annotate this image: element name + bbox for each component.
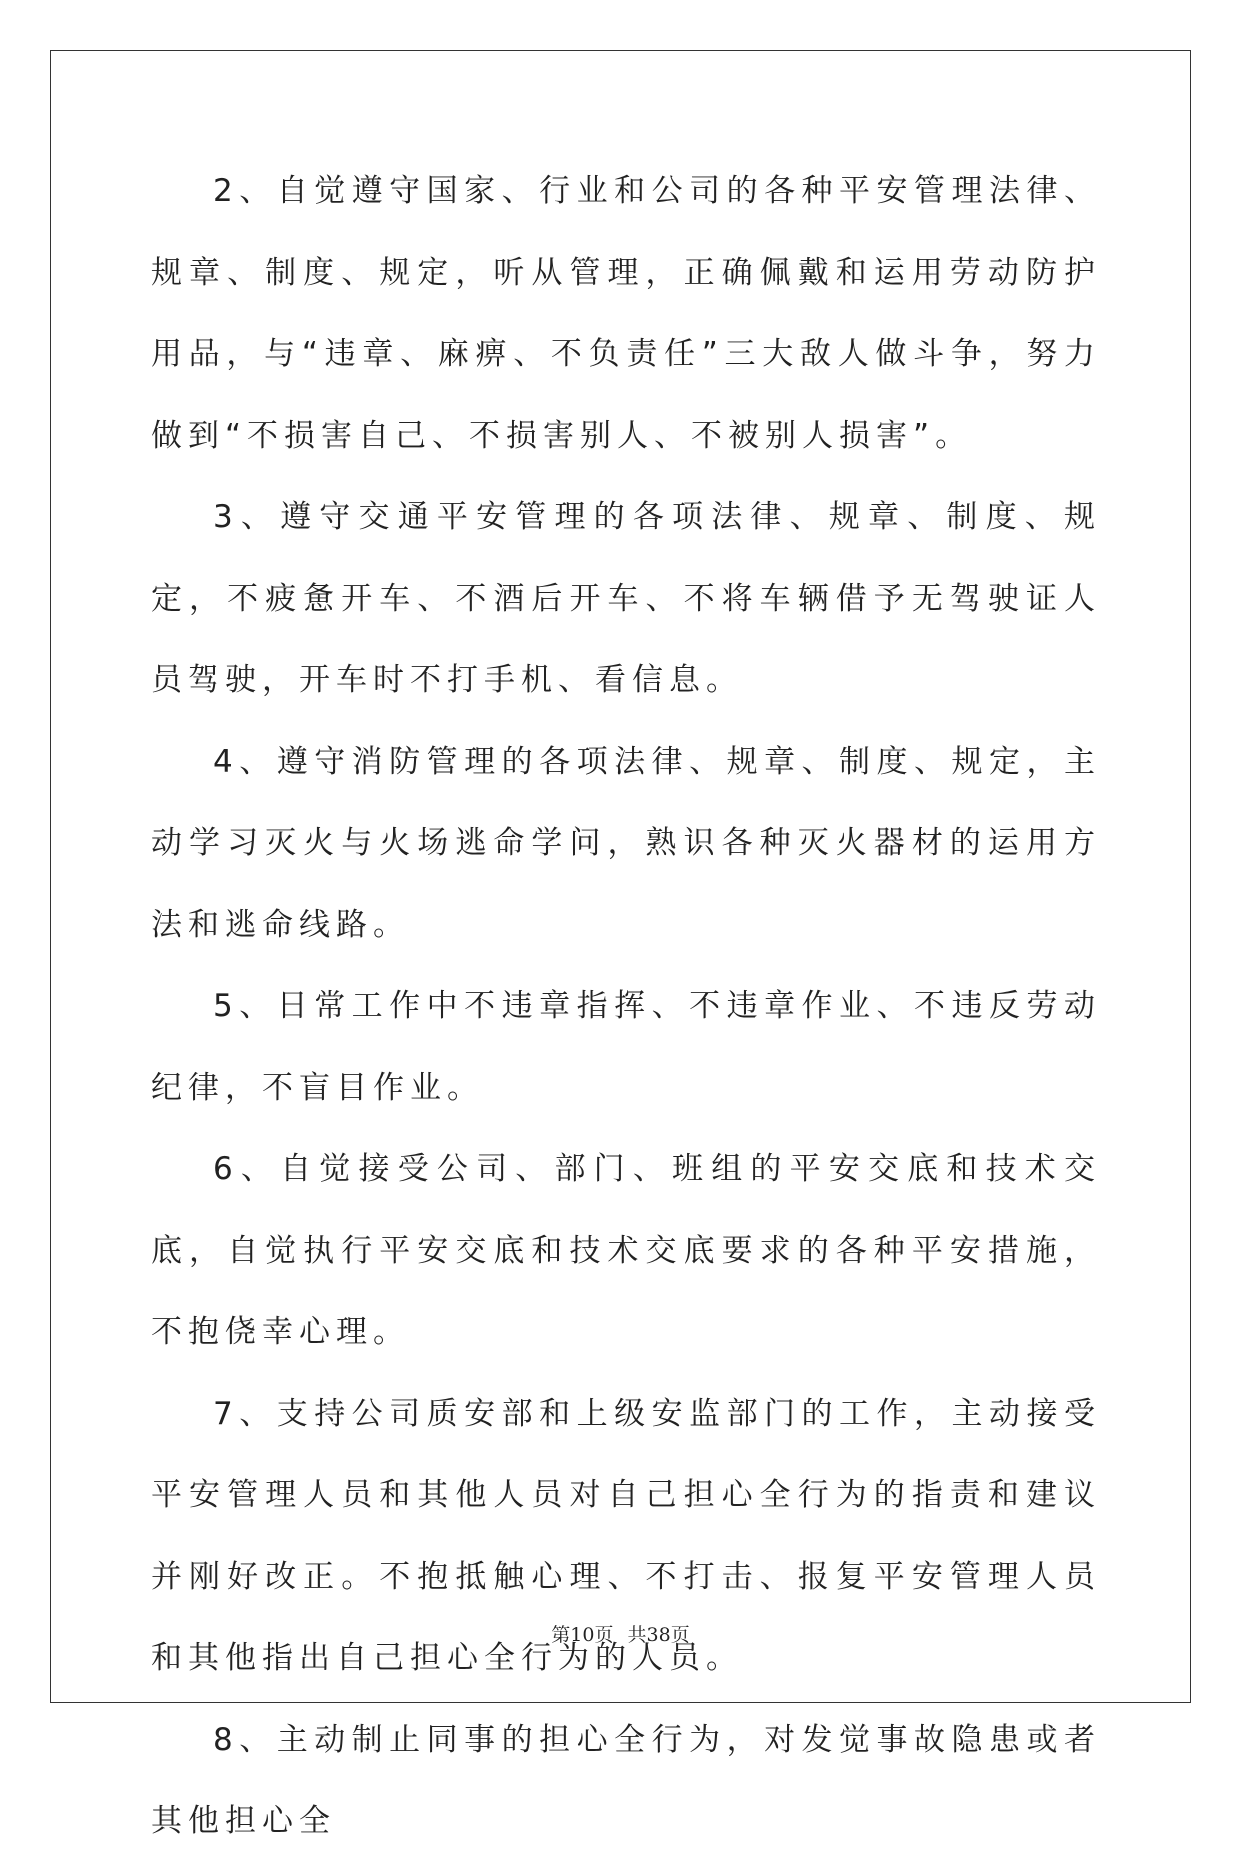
page-footer [0, 1620, 1241, 1647]
paragraph-item-4: 4、遵守消防管理的各项法律、规章、制度、规定，主动学习灭火与火场逃命学问，熟识各种灭火器材的运用方法和逃命线路。 [151, 743, 1101, 943]
document-body [151, 151, 1101, 1863]
paragraph-item-2: 2、自觉遵守国家、行业和公司的各种平安管理法律、规章、制度、规定，听从管理，正确佩戴和运用劳动防护用品，与“违章、麻痹、不负责任”三大敌人做斗争，努力做到“不损害自己、不损害别人、不被别人损害”。 [151, 173, 1101, 454]
paragraph-item-7: 7、支持公司质安部和上级安监部门的工作，主动接受平安管理人员和其他人员对自己担心全行为的指责和建议并刚好改正。不抱抵触心理、不打击、报复平安管理人员和其他指出自己担心全行为的人员。 [151, 1395, 1101, 1676]
paragraph-item-5: 5、日常工作中不违章指挥、不违章作业、不违反劳动纪律，不盲目作业。 [151, 988, 1101, 1106]
paragraph-item-6: 6、自觉接受公司、部门、班组的平安交底和技术交底，自觉执行平安交底和技术交底要求的各种平安措施，不抱侥幸心理。 [151, 1151, 1101, 1350]
paragraph-item-8: 8、主动制止同事的担心全行为，对发觉事故隐患或者其他担心全 [151, 1721, 1101, 1839]
current-page-number: 第10页 [551, 1624, 614, 1646]
total-page-count: 共38页 [627, 1624, 690, 1646]
paragraph-item-3: 3、遵守交通平安管理的各项法律、规章、制度、规定，不疲惫开车、不酒后开车、不将车辆借予无驾驶证人员驾驶，开车时不打手机、看信息。 [151, 499, 1101, 698]
